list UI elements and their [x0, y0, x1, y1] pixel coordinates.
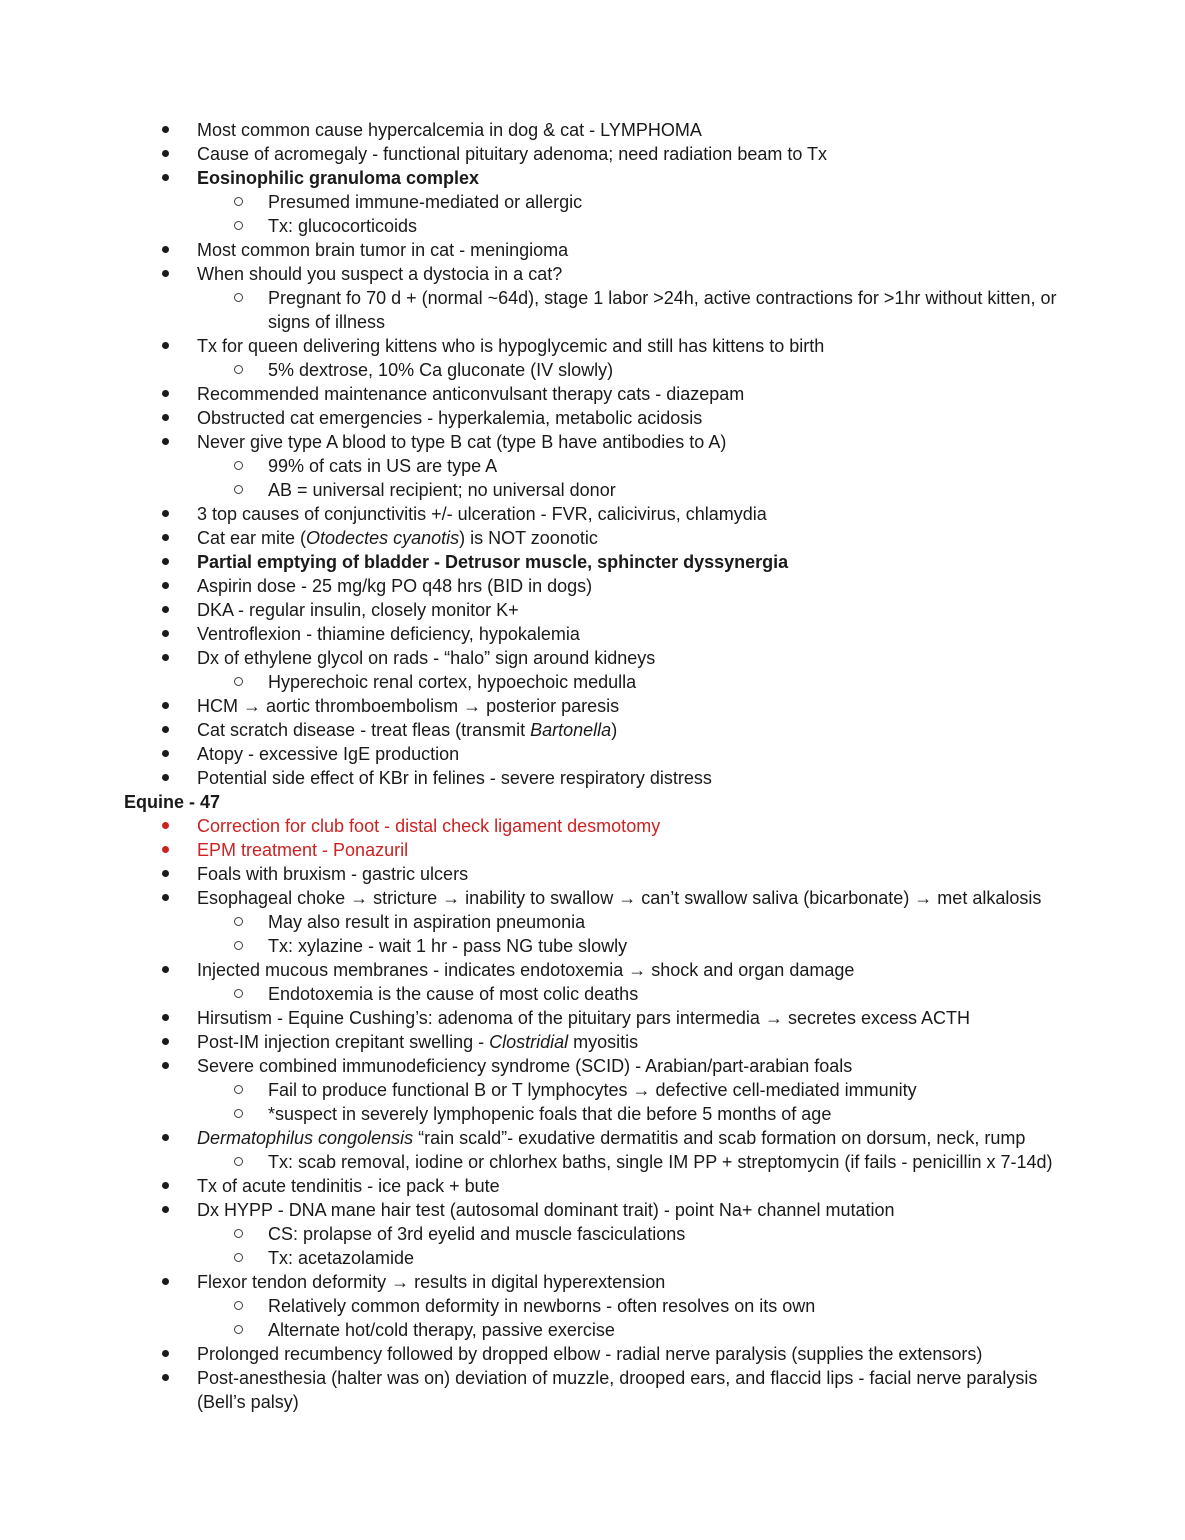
bullet-dot-icon: [162, 966, 169, 973]
bullet-item: [124, 742, 1060, 766]
hollow-circle-icon: [234, 917, 243, 926]
item-text: EPM treatment - Ponazuril: [197, 840, 409, 860]
sub-bullet-item: [124, 934, 1060, 958]
bullet-dot-icon: [162, 174, 169, 181]
item-text: Atopy - excessive IgE production: [197, 744, 460, 764]
bullet-item: [124, 118, 1060, 142]
bullet-item: [124, 526, 1060, 550]
item-text: HCM → aortic thromboembolism → posterior paresis: [197, 696, 620, 716]
text-segment: myositis: [568, 1032, 639, 1052]
bullet-dot-icon: [162, 606, 169, 613]
item-text: Tx: scab removal, iodine or chlorhex baths, single IM PP + streptomycin (if fails - penicillin x 7-14d): [268, 1152, 1053, 1172]
item-text: Most common cause hypercalcemia in dog & cat - LYMPHOMA: [197, 120, 702, 140]
bullet-item: [124, 406, 1060, 430]
hollow-circle-icon: [234, 365, 243, 374]
item-text: Alternate hot/cold therapy, passive exercise: [268, 1320, 615, 1340]
sub-bullet-item: [124, 286, 1060, 334]
item-text: Cause of acromegaly - functional pituitary adenoma; need radiation beam to Tx: [197, 144, 828, 164]
sub-bullet-item: [124, 1222, 1060, 1246]
item-text: Aspirin dose - 25 mg/kg PO q48 hrs (BID in dogs): [197, 576, 593, 596]
bullet-dot-icon: [162, 126, 169, 133]
item-text: AB = universal recipient; no universal donor: [268, 480, 616, 500]
bullet-dot-icon: [162, 750, 169, 757]
hollow-circle-icon: [234, 1109, 243, 1118]
hollow-circle-icon: [234, 1301, 243, 1310]
hollow-circle-icon: [234, 1253, 243, 1262]
bullet-item: [124, 262, 1060, 286]
text-segment: Cat ear mite (: [197, 528, 307, 548]
item-text: 99% of cats in US are type A: [268, 456, 498, 476]
italic-text-segment: Dermatophilus congolensis: [197, 1128, 414, 1148]
item-text: DKA - regular insulin, closely monitor K+: [197, 600, 519, 620]
hollow-circle-icon: [234, 221, 243, 230]
item-text: Equine - 47: [124, 792, 221, 812]
bullet-dot-icon: [162, 246, 169, 253]
bullet-dot-icon: [162, 510, 169, 517]
bullet-item: [124, 502, 1060, 526]
bullet-item: [124, 1342, 1060, 1366]
bullet-dot-icon: [162, 390, 169, 397]
bullet-dot-icon: [162, 702, 169, 709]
sub-bullet-item: [124, 1150, 1060, 1174]
hollow-circle-icon: [234, 1157, 243, 1166]
item-text: 3 top causes of conjunctivitis +/- ulceration - FVR, calicivirus, chlamydia: [197, 504, 767, 524]
hollow-circle-icon: [234, 485, 243, 494]
item-text: Ventroflexion - thiamine deficiency, hypokalemia: [197, 624, 580, 644]
bullet-item: [124, 1174, 1060, 1198]
item-text: Endotoxemia is the cause of most colic deaths: [268, 984, 639, 1004]
item-text: Correction for club foot - distal check ligament desmotomy: [197, 816, 661, 836]
bullet-dot-icon: [162, 582, 169, 589]
italic-text-segment: Otodectes cyanotis: [306, 528, 460, 548]
bullet-item: [124, 142, 1060, 166]
item-text: Foals with bruxism - gastric ulcers: [197, 864, 469, 884]
bullet-dot-icon: [162, 726, 169, 733]
bullet-dot-icon: [162, 558, 169, 565]
sub-bullet-item: [124, 454, 1060, 478]
sub-bullet-item: [124, 1318, 1060, 1342]
bullet-dot-icon: [162, 870, 169, 877]
hollow-circle-icon: [234, 1325, 243, 1334]
item-text: Fail to produce functional B or T lymphocytes → defective cell-mediated immunity: [268, 1080, 917, 1100]
bullet-item: [124, 1054, 1060, 1078]
item-text: [197, 528, 598, 548]
bullet-dot-icon: [162, 1206, 169, 1213]
sub-bullet-item: [124, 1102, 1060, 1126]
sub-bullet-item: [124, 1246, 1060, 1270]
text-segment: Post-IM injection crepitant swelling -: [197, 1032, 490, 1052]
bullet-item: [124, 1198, 1060, 1222]
item-text: Hyperechoic renal cortex, hypoechoic medulla: [268, 672, 637, 692]
bullet-item: [124, 886, 1060, 910]
sub-bullet-item: [124, 982, 1060, 1006]
bullet-item: [124, 1366, 1060, 1414]
bullet-dot-icon: [162, 1062, 169, 1069]
text-segment: ) is NOT zoonotic: [459, 528, 598, 548]
bullet-dot-icon: [162, 1014, 169, 1021]
item-text: Flexor tendon deformity → results in digital hyperextension: [197, 1272, 666, 1292]
bullet-item: [124, 238, 1060, 262]
hollow-circle-icon: [234, 677, 243, 686]
hollow-circle-icon: [234, 941, 243, 950]
item-text: Tx of acute tendinitis - ice pack + bute: [197, 1176, 500, 1196]
item-text: Tx for queen delivering kittens who is hypoglycemic and still has kittens to birth: [197, 336, 825, 356]
item-text: Tx: glucocorticoids: [268, 216, 418, 236]
bullet-dot-icon: [162, 1134, 169, 1141]
item-text: Prolonged recumbency followed by dropped elbow - radial nerve paralysis (supplies the extensors): [197, 1344, 983, 1364]
item-text: Tx: acetazolamide: [268, 1248, 415, 1268]
item-text: Eosinophilic granuloma complex: [197, 168, 480, 188]
bullet-dot-icon: [162, 654, 169, 661]
item-text: Post-anesthesia (halter was on) deviation of muzzle, drooped ears, and flaccid lips - facial nerve paralysis (Bell’s palsy): [197, 1368, 1038, 1412]
item-text: Tx: xylazine - wait 1 hr - pass NG tube slowly: [268, 936, 628, 956]
item-text: Presumed immune-mediated or allergic: [268, 192, 583, 212]
sub-bullet-item: [124, 910, 1060, 934]
bullet-dot-icon: [162, 774, 169, 781]
bullet-dot-icon: [162, 1278, 169, 1285]
bullet-item: [124, 430, 1060, 454]
text-segment: Cat scratch disease - treat fleas (transmit: [197, 720, 531, 740]
sub-bullet-item: [124, 670, 1060, 694]
notes-content: [124, 118, 1060, 1414]
item-text: Dx of ethylene glycol on rads - “halo” sign around kidneys: [197, 648, 656, 668]
item-text: Partial emptying of bladder - Detrusor muscle, sphincter dyssynergia: [197, 552, 789, 572]
item-text: Obstructed cat emergencies - hyperkalemia, metabolic acidosis: [197, 408, 703, 428]
bullet-item: [124, 1126, 1060, 1150]
item-text: Hirsutism - Equine Cushing’s: adenoma of the pituitary pars intermedia → secretes excess ACTH: [197, 1008, 970, 1028]
bullet-dot-icon: [162, 150, 169, 157]
sub-bullet-item: [124, 478, 1060, 502]
sub-bullet-item: [124, 358, 1060, 382]
hollow-circle-icon: [234, 989, 243, 998]
bullet-item: [124, 838, 1060, 862]
sub-bullet-item: [124, 1078, 1060, 1102]
bullet-dot-icon: [162, 1350, 169, 1357]
bullet-item: [124, 598, 1060, 622]
bullet-dot-icon: [162, 1182, 169, 1189]
item-text: Recommended maintenance anticonvulsant therapy cats - diazepam: [197, 384, 745, 404]
bullet-item: [124, 1030, 1060, 1054]
item-text: *suspect in severely lymphopenic foals that die before 5 months of age: [268, 1104, 832, 1124]
bullet-dot-icon: [162, 894, 169, 901]
item-text: May also result in aspiration pneumonia: [268, 912, 586, 932]
hollow-circle-icon: [234, 1229, 243, 1238]
bullet-dot-icon: [162, 270, 169, 277]
hollow-circle-icon: [234, 293, 243, 302]
item-text: Relatively common deformity in newborns - often resolves on its own: [268, 1296, 816, 1316]
bullet-dot-icon: [162, 822, 169, 829]
sub-bullet-item: [124, 190, 1060, 214]
sub-bullet-item: [124, 214, 1060, 238]
bullet-item: [124, 334, 1060, 358]
bullet-item: [124, 550, 1060, 574]
text-segment: “rain scald”- exudative dermatitis and scab formation on dorsum, neck, rump: [413, 1128, 1026, 1148]
item-text: Potential side effect of KBr in felines - severe respiratory distress: [197, 768, 712, 788]
bullet-dot-icon: [162, 1038, 169, 1045]
item-text: Pregnant fo 70 d + (normal ~64d), stage 1 labor >24h, active contractions for >1hr without kitten, or signs of illness: [268, 288, 1057, 332]
bullet-item: [124, 766, 1060, 790]
bullet-dot-icon: [162, 846, 169, 853]
text-segment: ): [611, 720, 618, 740]
bullet-dot-icon: [162, 414, 169, 421]
hollow-circle-icon: [234, 461, 243, 470]
item-text: Injected mucous membranes - indicates endotoxemia → shock and organ damage: [197, 960, 855, 980]
bullet-item: [124, 574, 1060, 598]
sub-bullet-item: [124, 1294, 1060, 1318]
item-text: [197, 1128, 1025, 1148]
section-heading: [124, 790, 1060, 814]
hollow-circle-icon: [234, 1085, 243, 1094]
bullet-item: [124, 1270, 1060, 1294]
bullet-item: [124, 646, 1060, 670]
bullet-item: [124, 166, 1060, 190]
item-text: Most common brain tumor in cat - meningioma: [197, 240, 569, 260]
bullet-dot-icon: [162, 1374, 169, 1381]
bullet-item: [124, 814, 1060, 838]
bullet-item: [124, 694, 1060, 718]
italic-text-segment: Clostridial: [489, 1032, 569, 1052]
bullet-item: [124, 382, 1060, 406]
bullet-item: [124, 958, 1060, 982]
bullet-dot-icon: [162, 438, 169, 445]
bullet-dot-icon: [162, 630, 169, 637]
item-text: Never give type A blood to type B cat (type B have antibodies to A): [197, 432, 727, 452]
item-text: Dx HYPP - DNA mane hair test (autosomal dominant trait) - point Na+ channel mutation: [197, 1200, 895, 1220]
italic-text-segment: Bartonella: [530, 720, 612, 740]
bullet-dot-icon: [162, 534, 169, 541]
bullet-item: [124, 1006, 1060, 1030]
item-text: 5% dextrose, 10% Ca gluconate (IV slowly): [268, 360, 614, 380]
item-text: [197, 720, 617, 740]
bullet-item: [124, 622, 1060, 646]
hollow-circle-icon: [234, 197, 243, 206]
item-text: [197, 1032, 638, 1052]
item-text: When should you suspect a dystocia in a cat?: [197, 264, 563, 284]
item-text: CS: prolapse of 3rd eyelid and muscle fasciculations: [268, 1224, 686, 1244]
item-text: Severe combined immunodeficiency syndrome (SCID) - Arabian/part-arabian foals: [197, 1056, 853, 1076]
bullet-item: [124, 862, 1060, 886]
bullet-dot-icon: [162, 342, 169, 349]
bullet-item: [124, 718, 1060, 742]
item-text: Esophageal choke → stricture → inability to swallow → can’t swallow saliva (bicarbonate) → met alkalosis: [197, 888, 1042, 908]
